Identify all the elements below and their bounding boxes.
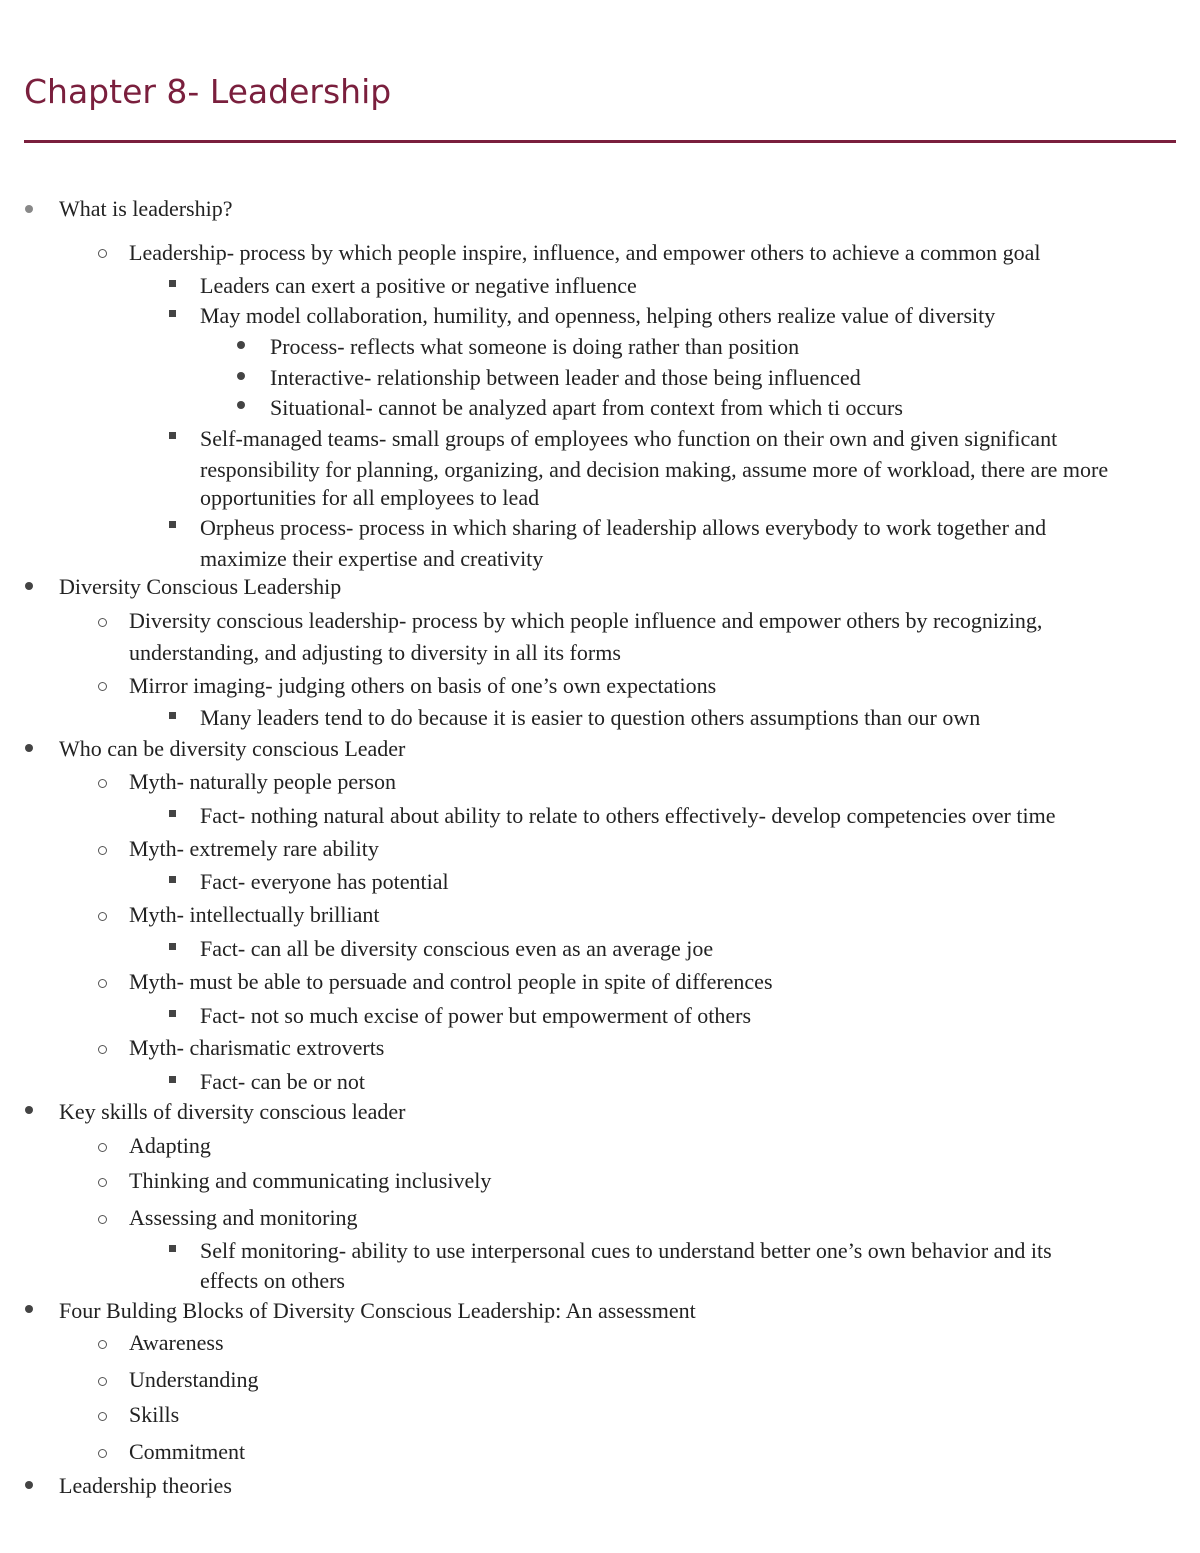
list-item-level2: Assessing and monitoring: [129, 1205, 358, 1230]
list-item-level1: Who can be diversity conscious Leader: [59, 736, 406, 761]
square-bullet-icon: [169, 1245, 176, 1252]
hollow-bullet-icon: [98, 682, 107, 691]
hollow-bullet-icon: [98, 1449, 107, 1458]
list-item-level2: Adapting: [129, 1133, 211, 1158]
list-item-level3-continued: effects on others: [200, 1268, 345, 1293]
list-item-level2: Commitment: [129, 1439, 246, 1464]
square-bullet-icon: [169, 521, 176, 528]
list-item-level3: Self-managed teams- small groups of employees who function on their own and given significant: [200, 426, 1058, 451]
list-item-level2: Diversity conscious leadership- process by which people influence and empower others by recognizing,: [129, 608, 1043, 633]
bullet-icon: [25, 1305, 33, 1313]
hollow-bullet-icon: [98, 1377, 107, 1386]
list-item-level4: Process- reflects what someone is doing rather than position: [270, 334, 800, 359]
hollow-bullet-icon: [98, 979, 107, 988]
list-item-level2: Awareness: [129, 1330, 224, 1355]
hollow-bullet-icon: [98, 1412, 107, 1421]
square-bullet-icon: [169, 943, 176, 950]
list-item-level3-continued: opportunities for all employees to lead: [200, 485, 540, 510]
bullet-icon: [25, 582, 33, 590]
list-item-level1: Diversity Conscious Leadership: [59, 574, 342, 599]
list-item-level2: Myth- must be able to persuade and control people in spite of differences: [129, 969, 773, 994]
list-item-level1: Four Bulding Blocks of Diversity Conscious Leadership: An assessment: [59, 1298, 696, 1323]
list-item-level2: Leadership- process by which people inspire, influence, and empower others to achieve a common goal: [129, 240, 1041, 265]
hollow-bullet-icon: [98, 779, 107, 788]
square-bullet-icon: [169, 1076, 176, 1083]
bullet-icon: [237, 341, 245, 349]
list-item-level4: Situational- cannot be analyzed apart from context from which ti occurs: [270, 395, 903, 420]
list-item-level3-continued: responsibility for planning, organizing, and decision making, assume more of workload, there are more: [200, 457, 1109, 482]
list-item-level1: Leadership theories: [59, 1473, 232, 1498]
list-item-level2: Mirror imaging- judging others on basis of one’s own expectations: [129, 673, 717, 698]
list-item-level1: What is leadership?: [59, 196, 233, 221]
list-item-level2-continued: understanding, and adjusting to diversity in all its forms: [129, 640, 621, 665]
list-item-level3-continued: maximize their expertise and creativity: [200, 546, 544, 571]
list-item-level2: Thinking and communicating inclusively: [129, 1168, 492, 1193]
hollow-bullet-icon: [98, 1143, 107, 1152]
list-item-level2: Myth- extremely rare ability: [129, 836, 379, 861]
bullet-icon: [237, 372, 245, 380]
list-item-level3: Fact- can all be diversity conscious even as an average joe: [200, 936, 714, 961]
bullet-icon: [237, 401, 245, 409]
hollow-bullet-icon: [98, 1215, 107, 1224]
square-bullet-icon: [169, 876, 176, 883]
list-item-level2: Understanding: [129, 1367, 259, 1392]
square-bullet-icon: [169, 310, 176, 317]
hollow-bullet-icon: [98, 618, 107, 627]
list-item-level3: Self monitoring- ability to use interpersonal cues to understand better one’s own behavior and its: [200, 1238, 1052, 1263]
list-item-level3: Fact- not so much excise of power but empowerment of others: [200, 1003, 752, 1028]
square-bullet-icon: [169, 712, 176, 719]
list-item-level2: Myth- naturally people person: [129, 769, 396, 794]
hollow-bullet-icon: [98, 1340, 107, 1349]
hollow-bullet-icon: [98, 846, 107, 855]
page-title: Chapter 8- Leadership: [24, 72, 392, 111]
list-item-level3: Fact- nothing natural about ability to relate to others effectively- develop competencies over time: [200, 803, 1056, 828]
list-item-level3: Orpheus process- process in which sharing of leadership allows everybody to work together and: [200, 515, 1047, 540]
list-item-level4: Interactive- relationship between leader and those being influenced: [270, 365, 861, 390]
hollow-bullet-icon: [98, 1178, 107, 1187]
list-item-level3: Leaders can exert a positive or negative influence: [200, 273, 637, 298]
list-item-level2: Myth- intellectually brilliant: [129, 902, 380, 927]
list-item-level3: Many leaders tend to do because it is easier to question others assumptions than our own: [200, 705, 981, 730]
list-item-level3: Fact- everyone has potential: [200, 869, 449, 894]
hollow-bullet-icon: [98, 1045, 107, 1054]
square-bullet-icon: [169, 280, 176, 287]
square-bullet-icon: [169, 1010, 176, 1017]
list-item-level3: Fact- can be or not: [200, 1069, 365, 1094]
bullet-icon: [25, 205, 33, 213]
list-item-level2: Skills: [129, 1402, 180, 1427]
list-item-level3: May model collaboration, humility, and openness, helping others realize value of diversity: [200, 303, 996, 328]
bullet-icon: [25, 1481, 33, 1489]
square-bullet-icon: [169, 432, 176, 439]
hollow-bullet-icon: [98, 249, 107, 258]
list-item-level1: Key skills of diversity conscious leader: [59, 1099, 406, 1124]
hollow-bullet-icon: [98, 912, 107, 921]
square-bullet-icon: [169, 810, 176, 817]
list-item-level2: Myth- charismatic extroverts: [129, 1035, 385, 1060]
bullet-icon: [25, 744, 33, 752]
title-underline: [24, 140, 1176, 143]
bullet-icon: [25, 1106, 33, 1114]
